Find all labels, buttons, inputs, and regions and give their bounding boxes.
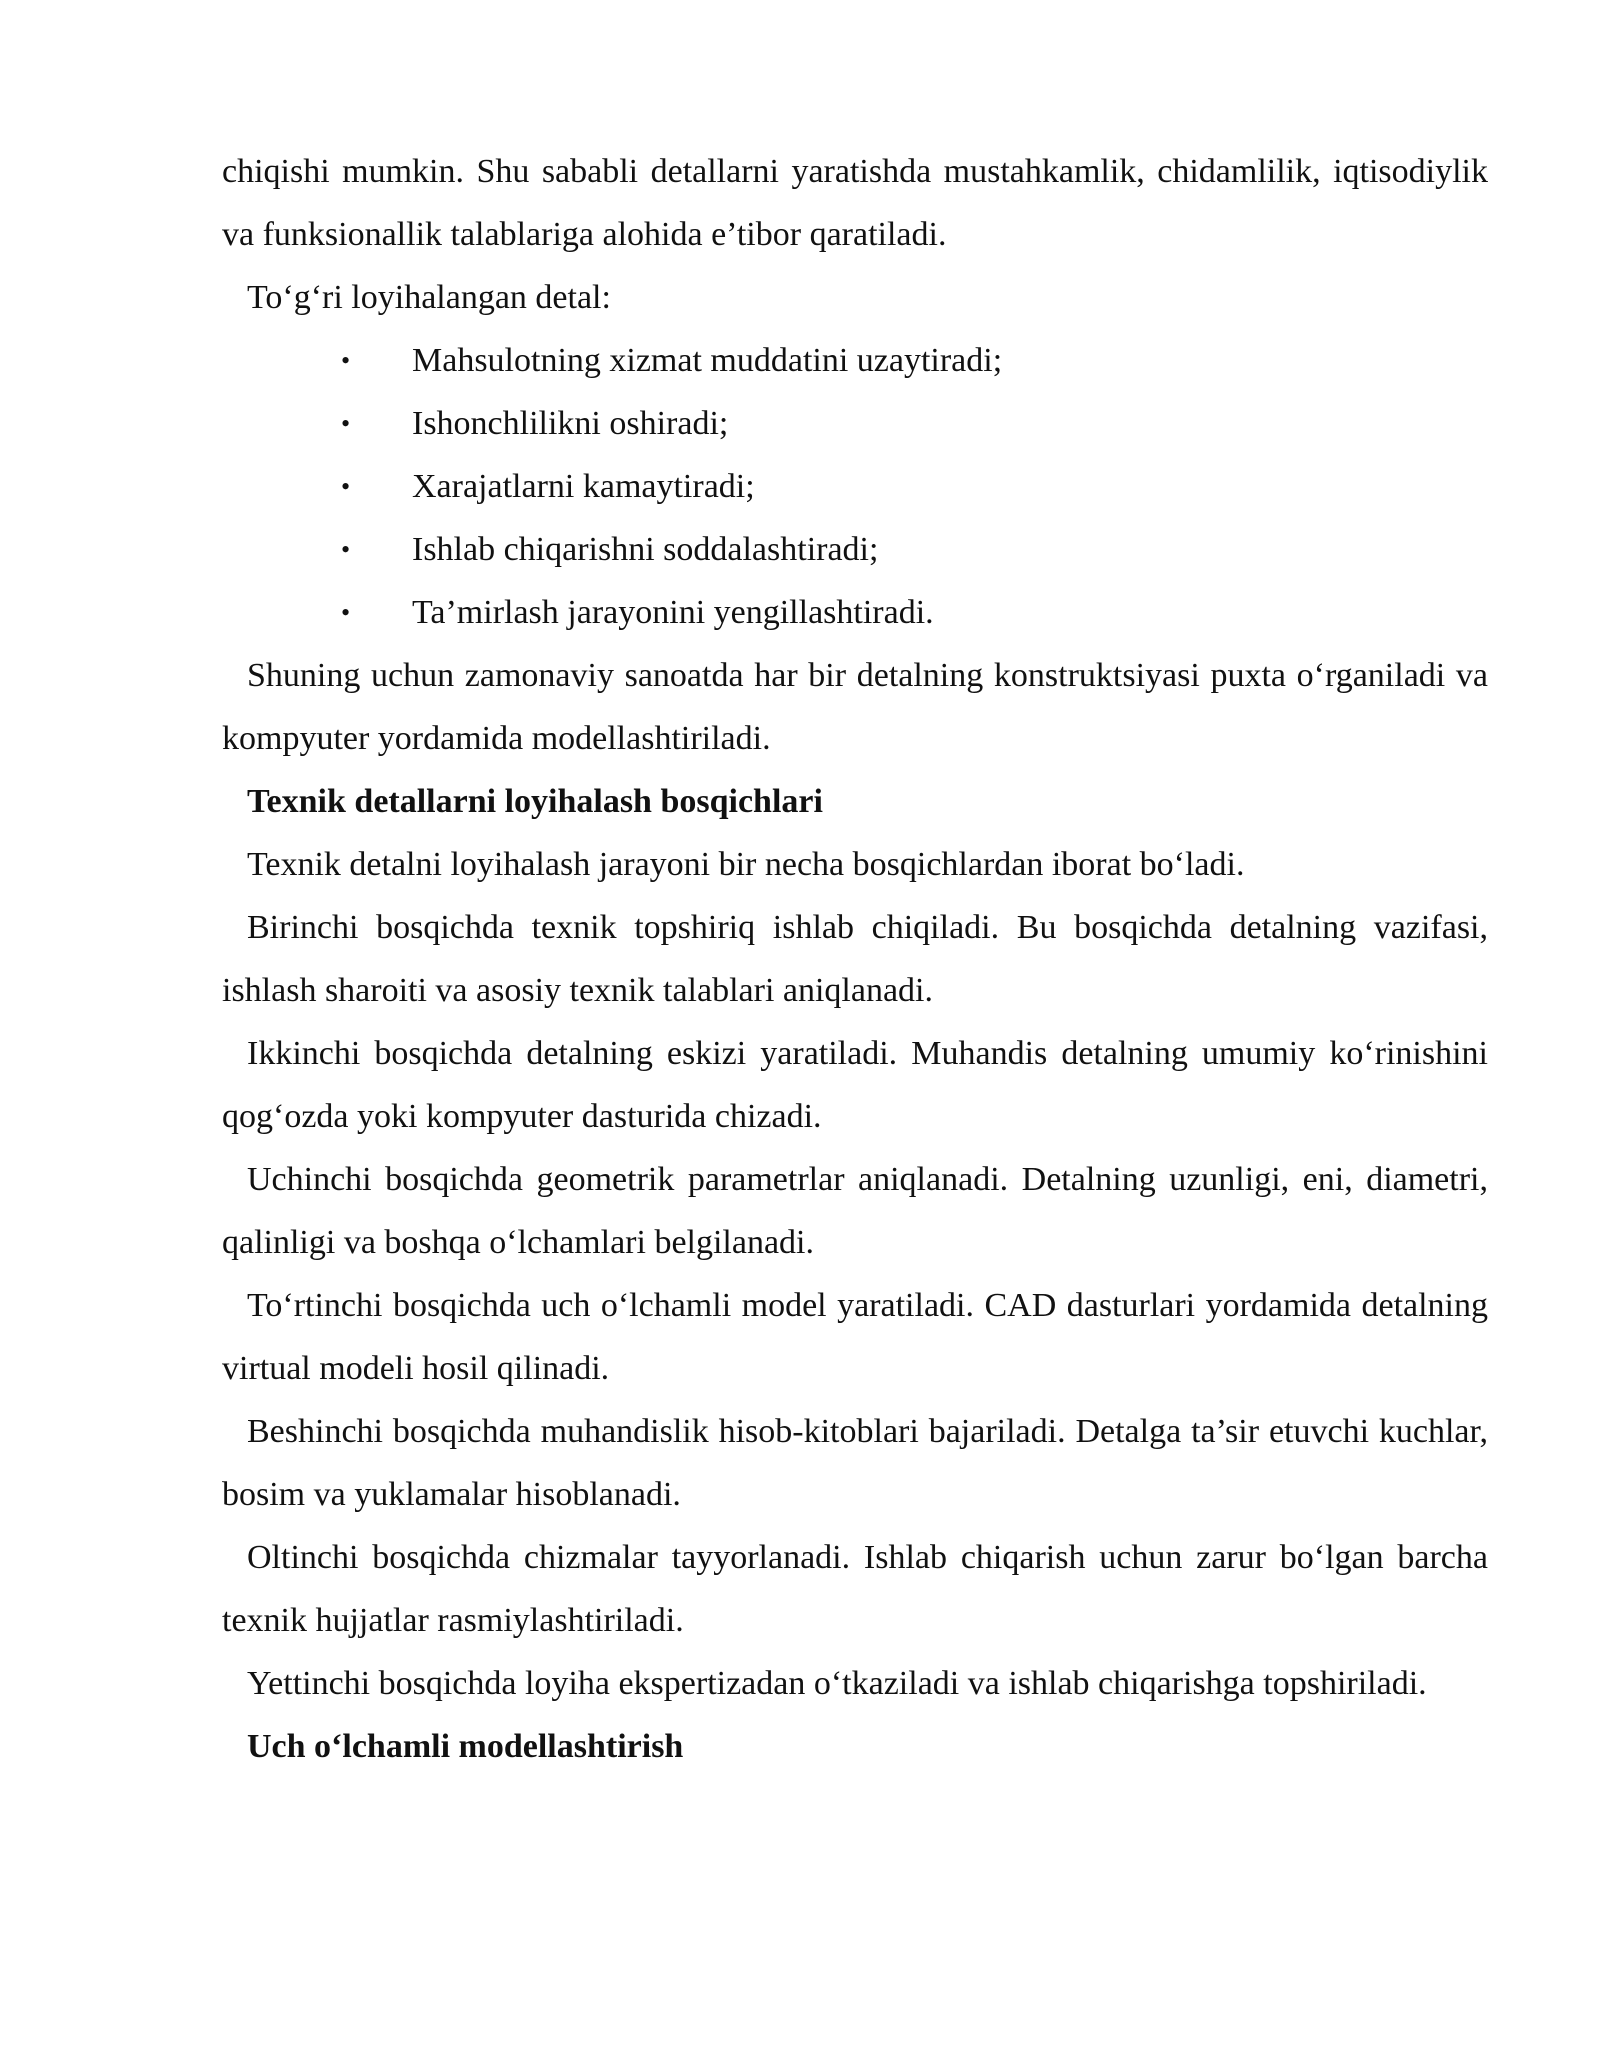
list-item-text: Ishonchlilikni oshiradi;	[412, 405, 729, 442]
list-item-text: Ishlab chiqarishni soddalashtiradi;	[412, 531, 879, 568]
list-item	[222, 518, 1488, 581]
bullet-icon: •	[341, 598, 351, 627]
bullet-icon: •	[341, 472, 351, 501]
stage-paragraph: Uchinchi bosqichda geometrik parametrlar aniqlanadi. Detalning uzunligi, eni, diametri, qalinligi va boshqa o‘lchamlari belgilanadi.	[222, 1161, 1488, 1261]
document-page	[222, 140, 1488, 1778]
stage-paragraph: Ikkinchi bosqichda detalning eskizi yaratiladi. Muhandis detalning umumiy ko‘rinishini qog‘ozda yoki kompyuter dasturida chizadi.	[222, 1035, 1488, 1135]
stage-paragraph: Birinchi bosqichda texnik topshiriq ishlab chiqiladi. Bu bosqichda detalning vazifasi, ishlash sharoiti va asosiy texnik talablari aniqlanadi.	[222, 909, 1488, 1009]
section-heading-3d-modelling: Uch o‘lchamli modellashtirish	[247, 1728, 684, 1765]
stage-paragraph: Texnik detalni loyihalash jarayoni bir necha bosqichlardan iborat bo‘ladi.	[247, 846, 1245, 883]
stage-paragraph: Beshinchi bosqichda muhandislik hisob-kitoblari bajariladi. Detalga ta’sir etuvchi kuchlar, bosim va yuklamalar hisoblanadi.	[222, 1413, 1488, 1513]
benefits-list	[222, 329, 1488, 644]
paragraph-intro: chiqishi mumkin. Shu sababli detallarni yaratishda mustahkamlik, chidamlilik, iqtisodiylik va funksionallik talablariga alohida e’tibor qaratiladi.	[222, 153, 1488, 253]
stage-paragraph: Yettinchi bosqichda loyiha ekspertizadan o‘tkaziladi va ishlab chiqarishga topshiriladi.	[247, 1665, 1427, 1702]
list-intro: To‘g‘ri loyihalangan detal:	[247, 279, 611, 316]
list-item	[222, 581, 1488, 644]
list-item	[222, 329, 1488, 392]
stage-paragraph: To‘rtinchi bosqichda uch o‘lchamli model yaratiladi. CAD dasturlari yordamida detalning virtual modeli hosil qilinadi.	[222, 1287, 1488, 1387]
stage-paragraph: Oltinchi bosqichda chizmalar tayyorlanadi. Ishlab chiqarish uchun zarur bo‘lgan barcha texnik hujjatlar rasmiylashtiriladi.	[222, 1539, 1488, 1639]
paragraph-after-list: Shuning uchun zamonaviy sanoatda har bir detalning konstruktsiyasi puxta o‘rganiladi va kompyuter yordamida modellashtiriladi.	[222, 657, 1488, 757]
list-item	[222, 455, 1488, 518]
section-heading-stages: Texnik detallarni loyihalash bosqichlari	[247, 783, 823, 820]
bullet-icon: •	[341, 535, 351, 564]
list-item-text: Xarajatlarni kamaytiradi;	[412, 468, 755, 505]
bullet-icon: •	[341, 409, 351, 438]
list-item-text: Mahsulotning xizmat muddatini uzaytiradi;	[412, 342, 1003, 379]
list-item-text: Ta’mirlash jarayonini yengillashtiradi.	[412, 594, 934, 631]
bullet-icon: •	[341, 346, 351, 375]
list-item	[222, 392, 1488, 455]
